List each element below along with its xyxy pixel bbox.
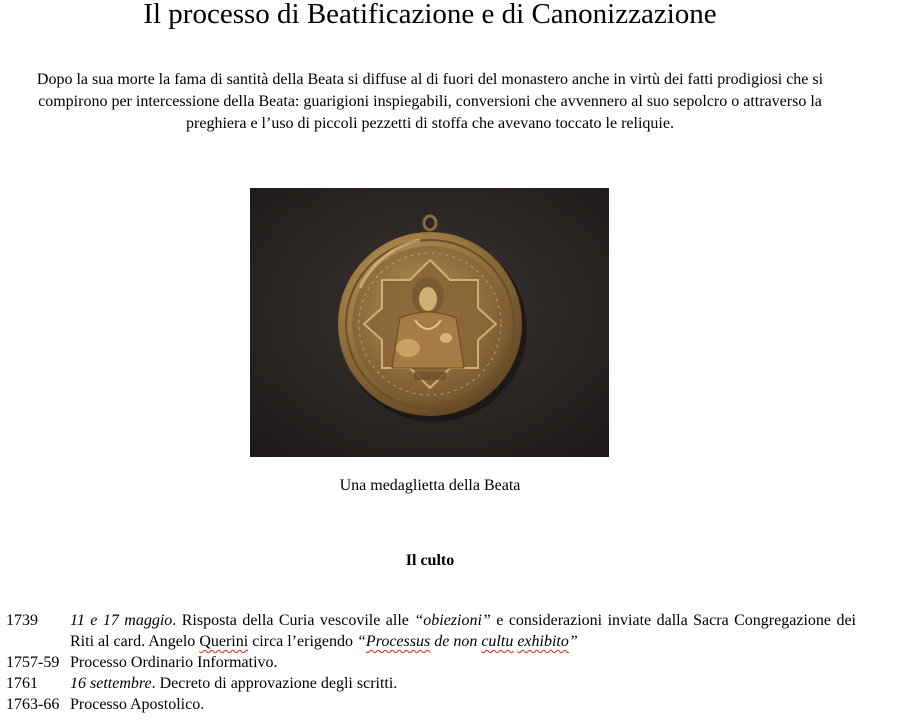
spellcheck-word: Processus xyxy=(365,633,431,650)
entry-year: 1761 xyxy=(6,675,38,692)
quote-mark: ” xyxy=(568,633,578,650)
entry-text: Processo Ordinario Informativo. xyxy=(70,654,278,671)
entry-date: 16 settembre xyxy=(70,675,152,692)
spellcheck-word: exhibito xyxy=(517,633,569,650)
entry-text-part: e considerazioni inviate dalla Sacra Congregazione dei Riti al card. Angelo xyxy=(70,612,856,650)
entry-text-part: circa l’erigendo xyxy=(248,633,358,650)
medal-image xyxy=(250,188,609,457)
timeline-entry xyxy=(6,673,856,694)
image-caption: Una medaglietta della Beata xyxy=(339,477,521,494)
timeline-entry xyxy=(6,610,856,652)
timeline xyxy=(6,610,856,715)
entry-text xyxy=(70,610,856,652)
entry-year: 1757-59 xyxy=(6,654,60,671)
page-title: Il processo di Beatificazione e di Canonizzazione xyxy=(143,0,717,30)
medal-photo xyxy=(250,188,609,457)
entry-latin-title xyxy=(357,633,578,650)
quote-mark: “ xyxy=(357,633,366,650)
timeline-entry xyxy=(6,694,856,715)
timeline-entry xyxy=(6,652,856,673)
latin-word: de non xyxy=(430,633,482,650)
entry-date: 11 e 17 maggio xyxy=(70,612,173,629)
section-heading: Il culto xyxy=(405,552,455,569)
entry-text xyxy=(70,673,856,694)
entry-text: Processo Apostolico. xyxy=(70,696,205,713)
entry-year: 1739 xyxy=(6,612,38,629)
entry-year: 1763-66 xyxy=(6,696,60,713)
entry-text-part: . Decreto di approvazione degli scritti. xyxy=(151,675,398,692)
intro-paragraph: Dopo la sua morte la fama di santità della Beata si diffuse al di fuori del monastero anche in virtù dei fatti prodigiosi che si compirono per intercessione della Beata: guarigioni inspiegabili, conversioni che avvennero al suo sepolcro o attraverso la preghiera e l’uso di piccoli pezzetti di stoffa che avevano toccato le reliquie. xyxy=(36,71,824,132)
entry-text-part: . Risposta della Curia vescovile alle xyxy=(172,612,415,629)
entry-quote: “obiezioni” xyxy=(414,612,491,629)
spellcheck-word: cultu xyxy=(481,633,514,650)
spellcheck-word: Querini xyxy=(199,633,249,650)
